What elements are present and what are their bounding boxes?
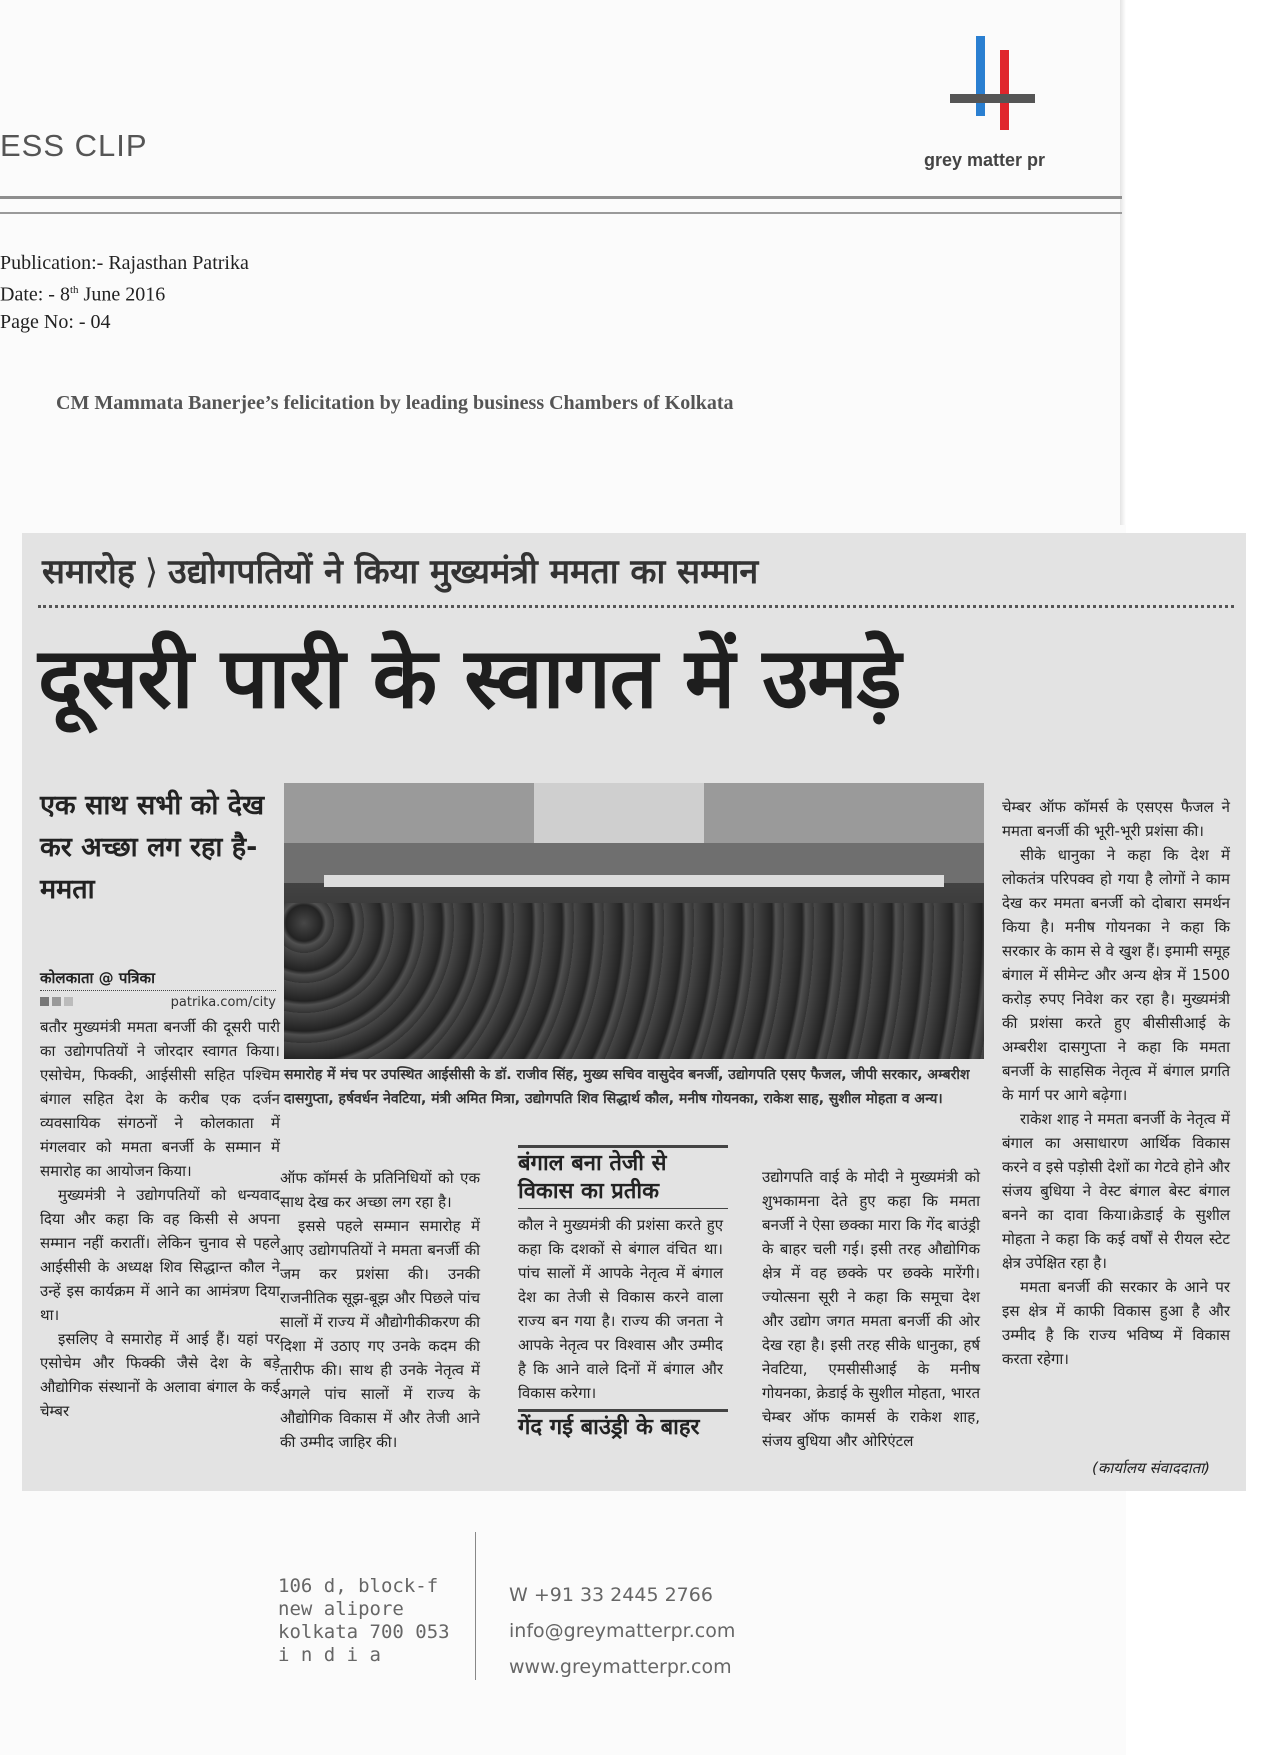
photo-banner <box>534 783 704 843</box>
paragraph: बतौर मुख्यमंत्री ममता बनर्जी की दूसरी पारी का उद्योगपतियों ने जोरदार स्वागत किया। एसोचेम, फिक्की, आईसीसी सहित पश्चिम बंगाल सहित देश के करीब एक दर्जन व्यवसायिक संगठनों ने कोलकाता में मंगलवार को ममता बनर्जी के सम्मान में समारोह का आयोजन किया। <box>40 1018 280 1180</box>
paragraph: इससे पहले सम्मान समारोह में आए उद्योगपतियों ने ममता बनर्जी की जम कर प्रशंसा की। उनकी राजनीतिक सूझ-बूझ और पिछले पांच सालों में राज्य में औद्योगीकीकरण की दिशा में उठाए गए उनके कदम की तारीफ की। साथ ही उनके नेतृत्व में अगले पांच सालों में राज्य के औद्योगिक विकास में और तेजी आने की उम्मीद जाहिर की। <box>280 1217 480 1451</box>
photo-backdrop-right <box>704 783 984 843</box>
address-line: new alipore <box>278 1598 404 1620</box>
header-rule-thin <box>0 212 1122 214</box>
source-url: patrika.com/city <box>170 995 276 1010</box>
kicker <box>42 547 758 593</box>
column-3 <box>518 1213 723 1405</box>
kicker-text: उद्योगपतियों ने किया मुख्यमंत्री ममता का सम्मान <box>168 552 759 592</box>
paragraph: इसलिए वे समारोह में आई हैं। यहां पर एसोचेम और फिक्की जैसे देश के बड़े औद्योगिक संस्थानों के अलावा बंगाल के कई चेम्बर <box>40 1330 280 1420</box>
dateline: कोलकाता @ पत्रिका <box>40 968 276 991</box>
date-prefix: Date: - 8 <box>0 283 70 306</box>
sheet-edge <box>1120 0 1126 525</box>
section-heading: गेंद गई बाउंड्री के बाहर <box>518 1409 728 1442</box>
kicker-arrow-icon: ⟩ <box>144 552 159 592</box>
column-4 <box>762 1165 980 1453</box>
clip-caption: CM Mammata Banerjee’s felicitation by leading business Chambers of Kolkata <box>56 392 734 414</box>
column-1 <box>40 1015 280 1423</box>
date-suffix-ordinal: th <box>69 284 79 296</box>
logo-bar-blue <box>976 36 985 116</box>
footer-divider <box>475 1532 476 1680</box>
photo-audience <box>284 903 984 1059</box>
paragraph: चेम्बर ऑफ कॉमर्स के एसएस फैजल ने ममता बनर्जी की भूरी-भूरी प्रशंसा की। <box>1002 798 1230 840</box>
email-link[interactable]: info@greymatterpr.com <box>509 1620 736 1642</box>
photo-caption: समारोह में मंच पर उपस्थित आईसीसी के डॉ. राजीव सिंह, मुख्य सचिव वासुदेव बनर्जी, उद्योगपति एसए फैजल, जीपी सरकार, अम्बरीश दासगुप्ता, हर्षवर्धन नेवटिया, मंत्री अमित मित्रा, उद्योगपति शिव सिद्धार्थ कौल, मनीष गोयनका, राकेश साह, सुशील मोहता व अन्य। <box>284 1067 970 1107</box>
column-5 <box>1002 795 1230 1371</box>
source-row <box>40 995 276 1010</box>
address-line: 106 d, block-f <box>278 1575 439 1597</box>
footer-contact <box>509 1577 735 1685</box>
clip-metadata <box>0 250 249 336</box>
column-2 <box>280 1166 480 1454</box>
article-subhead: एक साथ सभी को देख कर अच्छा लग रहा है- ममता <box>40 790 265 905</box>
newspaper-clipping <box>22 533 1246 1491</box>
byline-signature: (कार्यालय संवाददाता) <box>1092 1459 1210 1477</box>
address-line: i n d i a <box>278 1644 381 1666</box>
date-line <box>0 277 249 309</box>
section-heading: बंगाल बना तेजी से विकास का प्रतीक <box>518 1145 728 1209</box>
paragraph: सीके धानुका ने कहा कि देश में लोकतंत्र परिपक्व हो गया है लोगों ने काम देख कर ममता बनर्जी को दोबारा समर्थन किया है। मनीष गोयनका ने कहा कि सरकार के काम से वे खुश हैं। इमामी समूह बंगाल में सीमेन्ट और अन्य क्षेत्र में 1500 करोड़ रुपए निवेश कर रहा है। मुख्यमंत्री की प्रशंसा करते हुए बीसीसीआई के अम्बरीश दासगुप्ता ने कहा कि ममता बनर्जी के साहसिक नेतृत्व में बंगाल प्रगति के मार्ग पर आगे बढ़ेगा। <box>1002 846 1230 1104</box>
paragraph: उद्योगपति वाई के मोदी ने मुख्यमंत्री को शुभकामना देते हुए कहा कि ममता बनर्जी ने ऐसा छक्का मारा कि गेंद बाउंड्री के बाहर चली गई। इसी तरह औद्योगिक क्षेत्र में वह छक्के पर छक्के मारेंगी। ज्योत्सना सूरी ने कहा कि समूचा देश और उद्योग जगत ममता बनर्जी की ओर देख रहा है। इसी तरह सीके धानुका, हर्ष नेवटिया, एमसीसीआई के मनीष गोयनका, क्रेडाई के सुशील मोहता, भारत चेम्बर ऑफ कामर्स के राकेश शाह, संजय बुधिया और ओरिएंटल <box>762 1168 980 1450</box>
bullet-icon <box>64 997 73 1006</box>
paragraph: कौल ने मुख्यमंत्री की प्रशंसा करते हुए कहा कि दशकों से बंगाल वंचित था। पांच सालों में आपके नेतृत्व में बंगाल देश का तेजी से विकास करने वाला राज्य बन गया है। राज्य की जनता ने आपके नेतृत्व पर विश्वास और उम्मीद है कि आने वाले दिनों में बंगाल और विकास करेगा। <box>518 1216 723 1402</box>
logo-bar-grey <box>950 94 1035 103</box>
header-rule <box>0 196 1122 199</box>
brand-name: grey matter pr <box>924 150 1046 170</box>
logo-bar-red <box>1000 50 1009 130</box>
kicker-divider <box>38 605 1234 608</box>
website-link[interactable]: www.greymatterpr.com <box>509 1656 732 1678</box>
address-line: kolkata 700 053 <box>278 1621 450 1643</box>
page-number-line: Page No: - 04 <box>0 310 111 333</box>
paragraph: ममता बनर्जी की सरकार के आने पर इस क्षेत्र में काफी विकास हुआ है और उम्मीद है कि राज्य भविष्य में विकास करता रहेगा। <box>1002 1278 1230 1368</box>
kicker-label: समारोह <box>42 552 135 592</box>
article-headline: दूसरी पारी के स्वागत में उमड़े <box>38 629 901 727</box>
photo-dais-table <box>324 875 944 887</box>
press-clip-label: ESS CLIP <box>0 128 148 163</box>
photo-backdrop-left <box>284 783 534 843</box>
footer-address <box>278 1575 450 1667</box>
bullet-icon <box>40 997 49 1006</box>
publication-line: Publication:- Rajasthan Patrika <box>0 252 249 274</box>
paragraph: ऑफ कॉमर्स के प्रतिनिधियों को एक साथ देख कर अच्छा लग रहा है। <box>280 1169 480 1211</box>
event-photo <box>284 783 984 1059</box>
paragraph: राकेश शाह ने ममता बनर्जी के नेतृत्व में बंगाल का असाधारण आर्थिक विकास करने व इसे पड़ोसी देशों का गेटवे होने और संजय बुधिया ने वेस्ट बंगाल बेस्ट बंगाल बनने का दावा किया।क्रेडाई के सुशील मोहता ने कहा कि कई वर्षों से रीयल स्टेट क्षेत्र उपेक्षित रहा है। <box>1002 1110 1230 1272</box>
paragraph: मुख्यमंत्री ने उद्योगपतियों को धन्यवाद दिया और कहा कि वह किसी से अपना सम्मान नहीं करातीं। लेकिन चुनाव से पहले आईसीसी के अध्यक्ष शिव सिद्धान्त कौल ने उन्हें इस कार्यक्रम में आने का आमंत्रण दिया था। <box>40 1186 280 1324</box>
bullet-icon <box>52 997 61 1006</box>
date-month-year: June 2016 <box>78 283 166 306</box>
phone-number: W +91 33 2445 2766 <box>509 1584 713 1606</box>
